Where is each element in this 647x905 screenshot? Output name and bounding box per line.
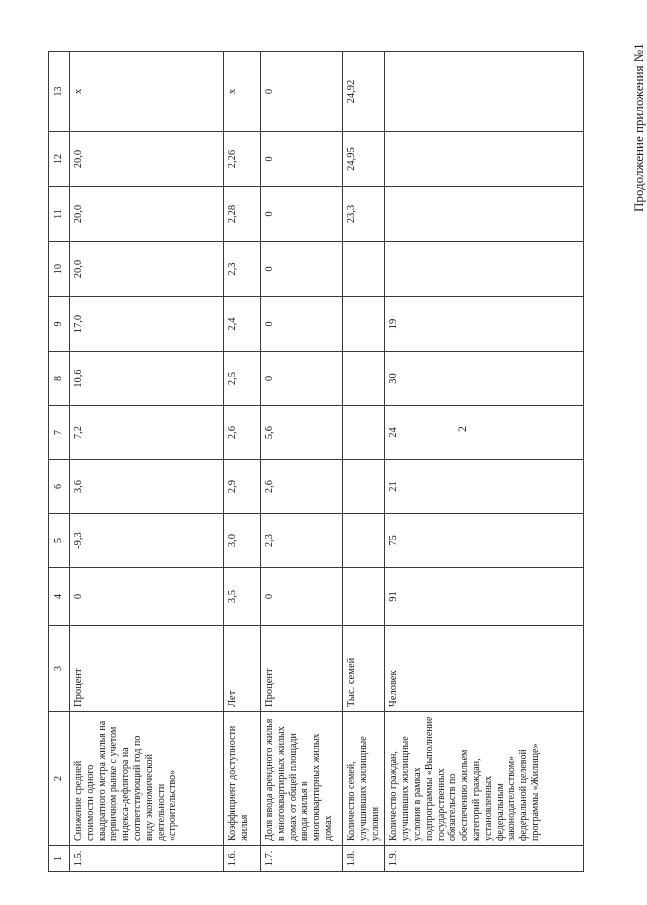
value-cell xyxy=(385,132,584,187)
header-cell: 6 xyxy=(49,460,70,514)
value-cell: 7,2 xyxy=(70,406,224,460)
page-number: 2 xyxy=(455,426,469,432)
value-cell: 10,6 xyxy=(70,352,224,406)
value-cell: 2,3 xyxy=(261,514,343,568)
value-cell: 20,0 xyxy=(70,187,224,242)
continuation-label: Продолжение приложения №1 xyxy=(631,43,646,212)
value-cell: 0 xyxy=(261,297,343,352)
table-row xyxy=(261,52,343,872)
value-cell xyxy=(385,187,584,242)
value-cell: 23,3 xyxy=(343,187,385,242)
value-cell: 0 xyxy=(261,242,343,297)
value-cell: -9,3 xyxy=(70,514,224,568)
header-cell: 3 xyxy=(49,626,70,712)
table-row xyxy=(70,52,224,872)
indicator-name: Количество семей, улучшивших жилищные условия xyxy=(343,712,385,846)
indicator-name: Коэффициент доступности жилья xyxy=(224,712,261,846)
unit-cell: Процент xyxy=(70,626,224,712)
value-cell: 5,6 xyxy=(261,406,343,460)
value-cell: 0 xyxy=(261,187,343,242)
value-cell xyxy=(385,52,584,132)
header-cell: 7 xyxy=(49,406,70,460)
value-cell: 3,5 xyxy=(224,568,261,626)
value-cell: 2,6 xyxy=(224,406,261,460)
value-cell: 30 xyxy=(385,352,584,406)
value-cell xyxy=(343,514,385,568)
value-cell: 2,5 xyxy=(224,352,261,406)
value-cell: 0 xyxy=(261,568,343,626)
table-row xyxy=(343,52,385,872)
header-cell: 12 xyxy=(49,132,70,187)
row-number: 1.7. xyxy=(261,846,343,872)
rotated-page xyxy=(48,12,646,872)
header-cell: 10 xyxy=(49,242,70,297)
header-row xyxy=(49,52,70,872)
value-cell: 20,0 xyxy=(70,242,224,297)
value-cell: 2,9 xyxy=(224,460,261,514)
indicator-name: Снижение средней стоимости одного квадратного метра жилья на первичном рынке с учетом индекса-дефлятора на соответствующий год по виду экономической деятельности «строительство» xyxy=(70,712,224,846)
header-cell: 13 xyxy=(49,52,70,132)
value-cell: 24 xyxy=(385,406,584,460)
header-cell: 4 xyxy=(49,568,70,626)
table-row xyxy=(224,52,261,872)
value-cell xyxy=(343,406,385,460)
value-cell: x xyxy=(224,52,261,132)
unit-cell: Лет xyxy=(224,626,261,712)
value-cell: 3,0 xyxy=(224,514,261,568)
header-cell: 9 xyxy=(49,297,70,352)
value-cell xyxy=(343,568,385,626)
value-cell xyxy=(343,242,385,297)
header-cell: 2 xyxy=(49,712,70,846)
value-cell: 20,0 xyxy=(70,132,224,187)
indicator-name: Доля ввода арендного жилья в многоквартирных жилых домах от общей площади ввода жилья в многоквартирных жилых домах xyxy=(261,712,343,846)
value-cell: 24,92 xyxy=(343,52,385,132)
value-cell: 24,95 xyxy=(343,132,385,187)
value-cell xyxy=(343,297,385,352)
value-cell: 2,3 xyxy=(224,242,261,297)
row-number: 1.8. xyxy=(343,846,385,872)
value-cell: 2,4 xyxy=(224,297,261,352)
value-cell: 0 xyxy=(261,352,343,406)
unit-cell: Человек xyxy=(385,626,584,712)
indicator-name: Количество граждан, улучшивших жилищные условия в рамках подпрограммы «Выполнение государственных обязательств по обеспечению жильем категорий граждан, установленных федеральным законодательством» федеральной целевой программы «Жилище» xyxy=(385,712,584,846)
value-cell: 2,26 xyxy=(224,132,261,187)
header-cell: 5 xyxy=(49,514,70,568)
value-cell xyxy=(343,460,385,514)
value-cell: 0 xyxy=(261,132,343,187)
value-cell: 19 xyxy=(385,297,584,352)
table-row xyxy=(385,52,584,872)
value-cell xyxy=(343,352,385,406)
value-cell: x xyxy=(70,52,224,132)
value-cell: 0 xyxy=(261,52,343,132)
unit-cell: Процент xyxy=(261,626,343,712)
header-cell: 1 xyxy=(49,846,70,872)
value-cell xyxy=(385,242,584,297)
indicators-table xyxy=(48,51,584,872)
value-cell: 0 xyxy=(70,568,224,626)
value-cell: 75 xyxy=(385,514,584,568)
value-cell: 3,6 xyxy=(70,460,224,514)
unit-cell: Тыс. семей xyxy=(343,626,385,712)
value-cell: 2,6 xyxy=(261,460,343,514)
row-number: 1.9. xyxy=(385,846,584,872)
value-cell: 17,0 xyxy=(70,297,224,352)
value-cell: 91 xyxy=(385,568,584,626)
header-cell: 11 xyxy=(49,187,70,242)
header-cell: 8 xyxy=(49,352,70,406)
value-cell: 21 xyxy=(385,460,584,514)
value-cell: 2,28 xyxy=(224,187,261,242)
row-number: 1.5. xyxy=(70,846,224,872)
row-number: 1.6. xyxy=(224,846,261,872)
